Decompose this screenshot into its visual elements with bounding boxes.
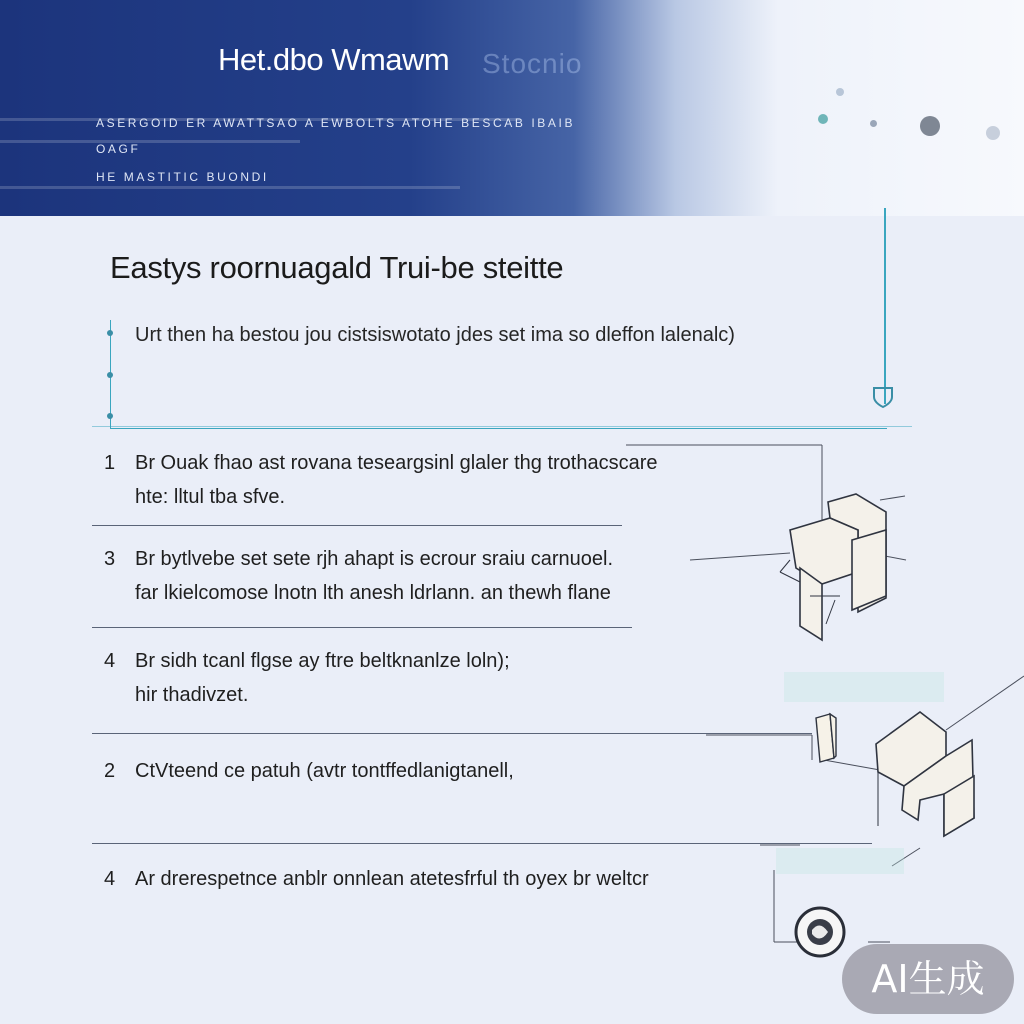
ai-generated-badge: AI生成 — [842, 944, 1014, 1014]
step-text: Br bytlvebe set sete rjh ahapt is ecrour sraiu carnuoel. — [135, 548, 614, 570]
brand-title: Het.dbo Wmawm — [218, 42, 450, 77]
header-subline-2: OAGF — [96, 142, 141, 156]
step-number: 4 — [104, 650, 116, 672]
step-text: Br sidh tcanl flgse ay ftre beltknanlze loln); — [135, 650, 510, 672]
step-text-continued: hte: lltul tba sfve. — [135, 486, 286, 508]
step-number: 1 — [104, 452, 116, 474]
page-title: Eastys roornuagald Trui-be steitte — [110, 250, 564, 285]
header-subline-3: HE MASTITIC BUONDI — [96, 170, 269, 184]
step-number: 2 — [104, 760, 116, 782]
brand-title-ghost: Stocnio — [482, 48, 583, 79]
step-number: 3 — [104, 548, 116, 570]
step-text: Ar drerespetnce anblr onnlean atetesfrful th oyex br weltcr — [135, 868, 649, 890]
header-subline-1: ASERGOID ER AWATTSAO A EWBOLTS ATOHE BESCAB IBAIB — [96, 116, 576, 130]
step-text: CtVteend ce patuh (avtr tontffedlanigtanell, — [135, 760, 514, 782]
step-text-continued: far lkielcomose lnotn lth anesh ldrlann. an thewh flane — [135, 582, 611, 604]
step-number: 4 — [104, 868, 116, 890]
step-text: Br Ouak fhao ast rovana teseargsinl glaler thg trothacscare — [135, 452, 658, 474]
intro-text: Urt then ha bestou jou cistsiswotato jdes set ima so dleffon lalenalc) — [135, 324, 735, 346]
step-text-continued: hir thadivzet. — [135, 684, 249, 706]
